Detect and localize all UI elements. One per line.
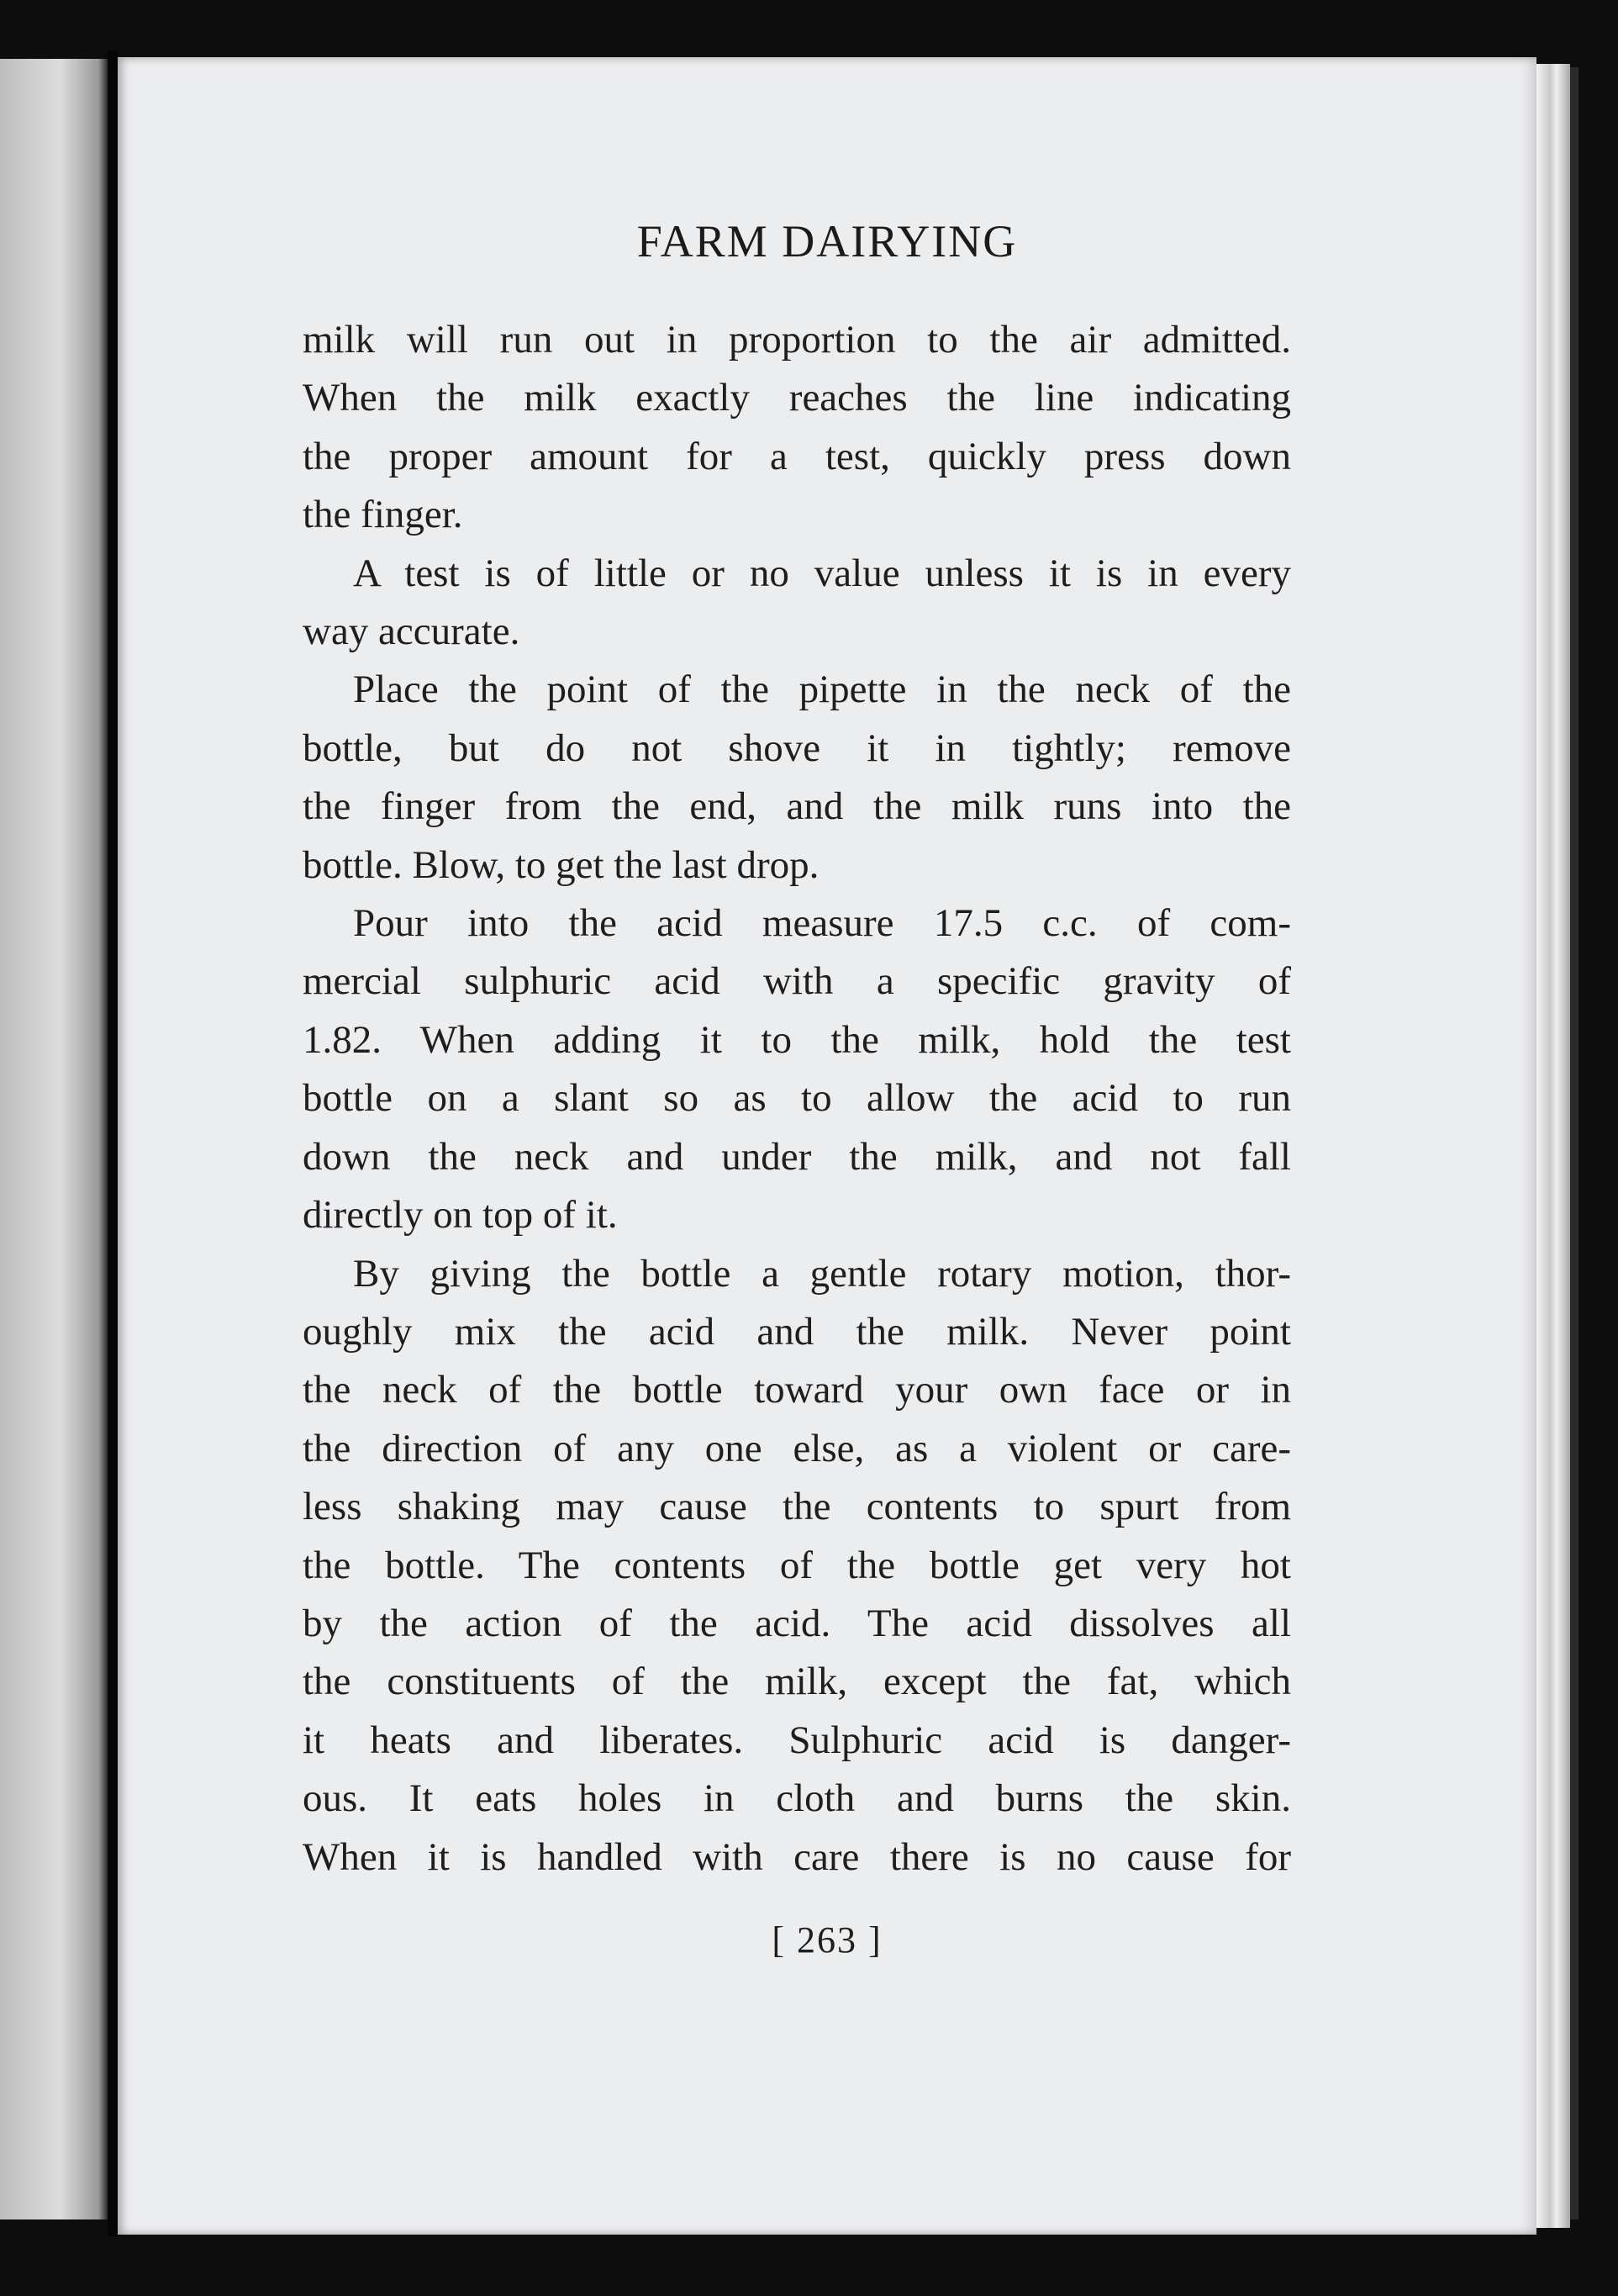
paragraph	[303, 895, 1291, 1244]
text-line: mercial sulphuric acid with a specific gravity of	[303, 959, 1291, 1004]
text-line: A test is of little or no value unless it is in every	[353, 551, 1291, 595]
text-line: the finger.	[303, 493, 463, 537]
text-line: Pour into the acid measure 17.5 c.c. of com-	[353, 901, 1291, 946]
facing-page-edge	[0, 59, 109, 2219]
body-text	[303, 311, 1291, 1887]
text-line: by the action of the acid. The acid dissolves all	[303, 1601, 1291, 1645]
text-line: oughly mix the acid and the milk. Never point	[303, 1309, 1291, 1354]
text-line: way accurate.	[303, 610, 520, 654]
text-line: the direction of any one else, as a violent or care-	[303, 1426, 1291, 1470]
text-line: bottle on a slant so as to allow the acid to run	[303, 1076, 1291, 1121]
text-line: Place the point of the pipette in the neck of the	[353, 668, 1291, 712]
text-line: the constituents of the milk, except the fat, which	[303, 1660, 1291, 1704]
paragraph	[303, 311, 1291, 545]
text-line: the proper amount for a test, quickly press down	[303, 434, 1291, 478]
text-line: the finger from the end, and the milk runs into the	[303, 784, 1291, 829]
paragraph	[303, 545, 1291, 662]
text-line: By giving the bottle a gentle rotary motion, thor-	[353, 1251, 1291, 1296]
text-line: the neck of the bottle toward your own face or in	[303, 1368, 1291, 1412]
text-line: milk will run out in proportion to the air admitted.	[303, 318, 1291, 362]
text-line: down the neck and under the milk, and not fall	[303, 1134, 1291, 1179]
text-line: bottle, but do not shove it in tightly; remove	[303, 726, 1291, 770]
running-head: FARM DAIRYING	[636, 216, 1018, 267]
book-gutter	[108, 50, 118, 2236]
text-line: 1.82. When adding it to the milk, hold the test	[303, 1017, 1291, 1062]
text-line: When it is handled with care there is no cause for	[303, 1834, 1291, 1879]
paragraph	[303, 661, 1291, 895]
page-stack-shadow	[1570, 67, 1578, 2219]
text-line: it heats and liberates. Sulphuric acid is danger-	[303, 1718, 1291, 1762]
text-line: directly on top of it.	[303, 1193, 618, 1238]
page-number: [ 263 ]	[772, 1919, 883, 1961]
text-line: bottle. Blow, to get the last drop.	[303, 842, 820, 887]
text-line: the bottle. The contents of the bottle get very hot	[303, 1543, 1291, 1587]
text-line: When the milk exactly reaches the line indicating	[303, 376, 1291, 420]
paragraph	[303, 1245, 1291, 1887]
page-stack-edge	[1536, 64, 1570, 2228]
text-line: less shaking may cause the contents to spurt from	[303, 1485, 1291, 1529]
text-line: ous. It eats holes in cloth and burns the skin.	[303, 1776, 1291, 1821]
